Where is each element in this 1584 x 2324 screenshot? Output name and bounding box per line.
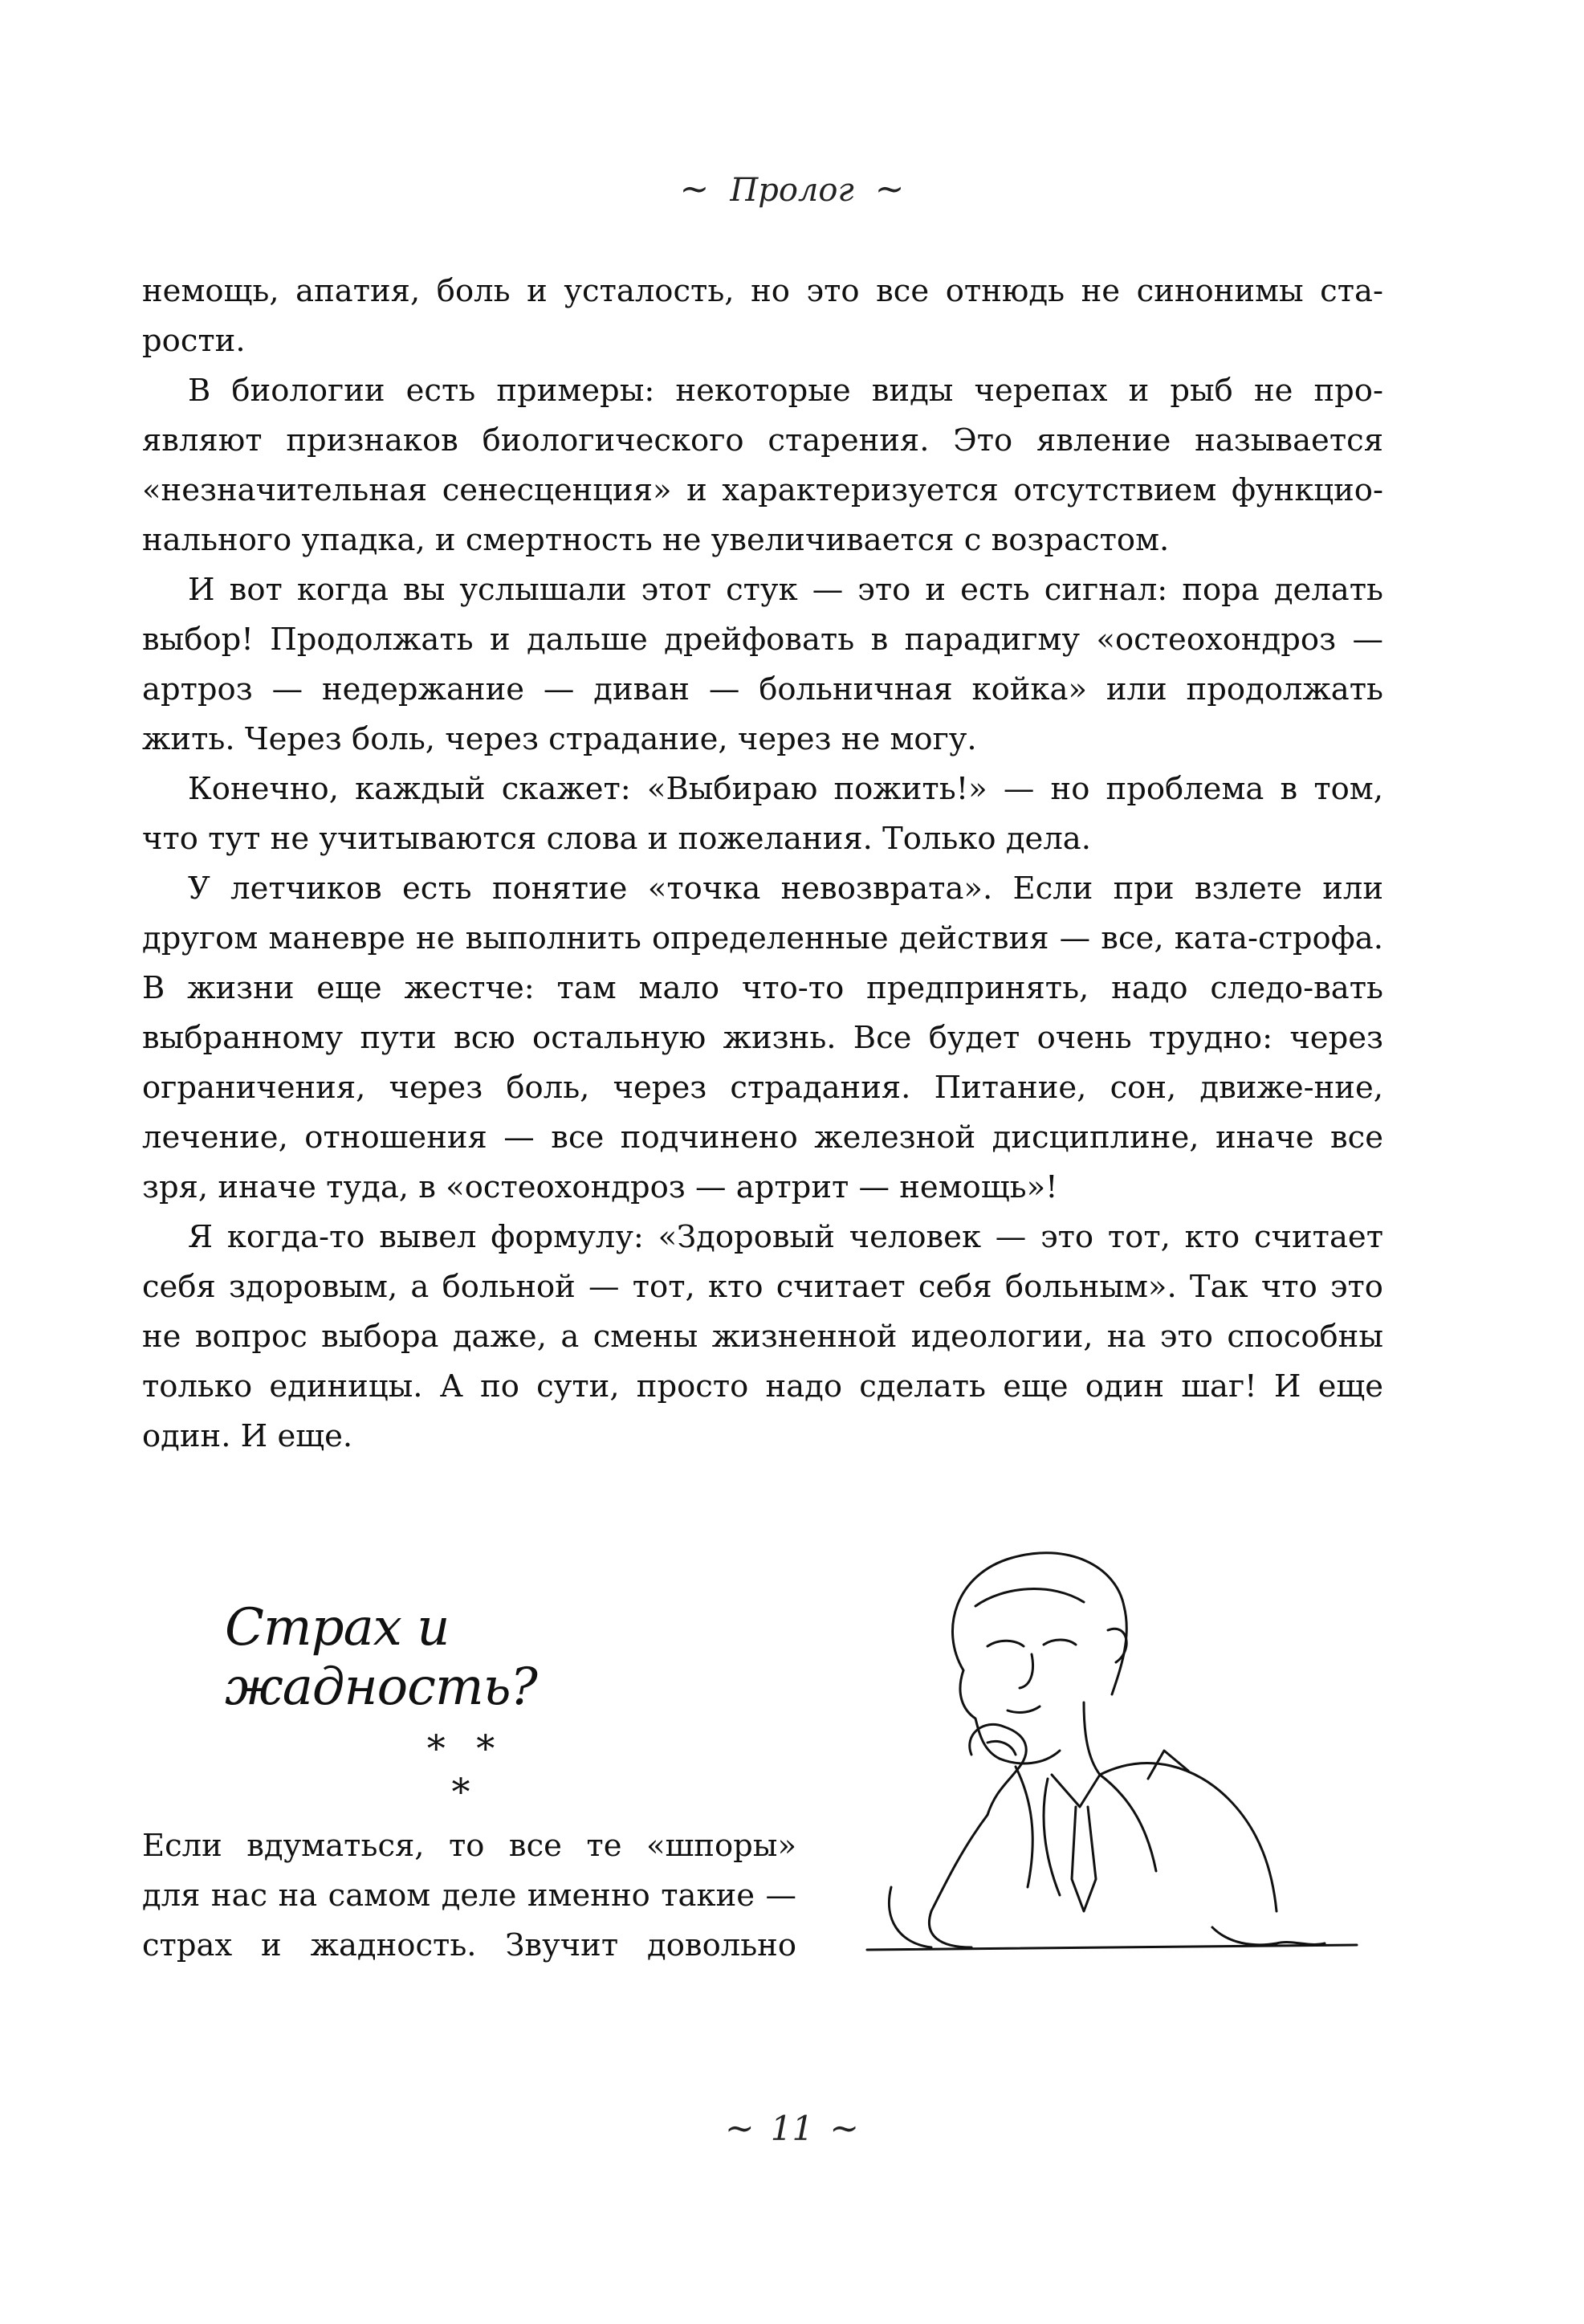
- paragraph: И вот когда вы услышали этот стук — это и есть сигнал: пора делать выбор! Продолжать и дальше дрейфовать в парадигму «остеохондроз — артроз — недержание — диван — больничная койка» или продолжать жить. Через боль, через страдание, через не могу.: [142, 572, 1383, 757]
- thinking-man-line-drawing-icon: [843, 1510, 1405, 1959]
- paragraph: В биологии есть примеры: некоторые виды черепах и рыб не про-являют признаков биологического старения. Это явление называется «незначительная сенесценция» и характеризуется отсутствием функцио-нального упадка, и смертность не увеличивается с возрастом.: [142, 373, 1383, 558]
- header-title: Пролог: [730, 172, 854, 209]
- section-separator: * * *: [426, 1727, 505, 1813]
- text-line: Если вдуматься, то все те «шпоры»: [142, 1828, 796, 1864]
- paragraph: У летчиков есть понятие «точка невозврата». Если при взлете или другом маневре не выполнить определенные действия — все, ката-строфа. В жизни еще жестче: там мало что-то предпринять, надо следо-вать выбранному пути всю остальную жизнь. Все будет очень трудно: через ограничения, через боль, через страдания. Питание, сон, движе-ние, лечение, отношения — все подчинено железной дисциплине, иначе все зря, иначе туда, в «остеохондроз — артрит — немощь»!: [142, 870, 1383, 1205]
- footer-left-ornament: ~: [724, 2108, 755, 2149]
- page-number: 11: [770, 2109, 814, 2148]
- section-title: Страх и жадность?: [225, 1598, 537, 1717]
- header-left-ornament: ~: [679, 169, 710, 210]
- paragraph: Конечно, каждый скажет: «Выбираю пожить!» — но проблема в том, что тут не учитываются слова и пожелания. Только дела.: [142, 771, 1383, 857]
- section-text: [142, 1821, 796, 1971]
- header-right-ornament: ~: [874, 169, 905, 210]
- text-line: страх и жадность. Звучит довольно: [142, 1927, 796, 1963]
- paragraph: Я когда-то вывел формулу: «Здоровый человек — это тот, кто считает себя здоровым, а больной — тот, кто считает себя больным». Так что это не вопрос выбора даже, а смены жизненной идеологии, на это способны только единицы. А по сути, просто надо сделать еще один шаг! И еще один. И еще.: [142, 1219, 1383, 1454]
- running-header: [0, 169, 1584, 210]
- body-text: [142, 267, 1383, 1462]
- footer-right-ornament: ~: [829, 2108, 860, 2149]
- page-footer: [0, 2108, 1584, 2149]
- paragraph: немощь, апатия, боль и усталость, но это все отнюдь не синонимы ста-рости.: [142, 273, 1383, 359]
- text-line: для нас на самом деле именно такие —: [142, 1878, 796, 1914]
